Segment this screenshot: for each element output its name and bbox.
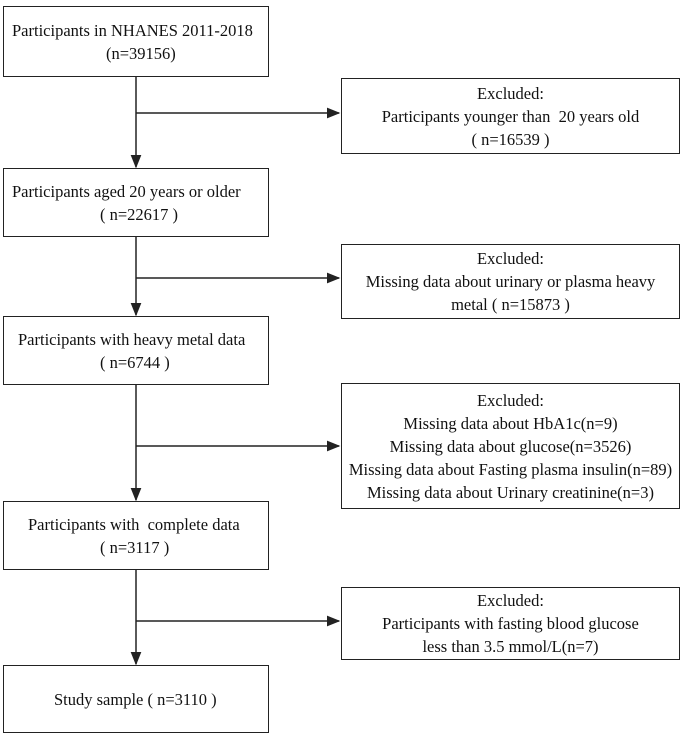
exclusion-4-line-3: less than 3.5 mmol/L(n=7) <box>422 637 599 656</box>
step-box-2 <box>3 168 269 237</box>
step-box-1 <box>3 6 269 77</box>
exclusion-box-4 <box>341 587 680 660</box>
exclusion-3-line-5: Missing data about Urinary creatinine(n=3) <box>367 482 654 502</box>
exclusion-3-line-4: Missing data about Fasting plasma insulin(n=89) <box>348 459 673 479</box>
step-2-line-1: Participants aged 20 years or older <box>12 181 241 201</box>
exclusion-4-line-2: Participants with fasting blood glucose <box>382 614 639 633</box>
step-box-5 <box>3 665 269 733</box>
step-4-line-1: Participants with complete data <box>28 514 240 534</box>
exclusion-3-line-1: Excluded: <box>477 390 544 410</box>
step-1-line-2: (n=39156) <box>106 43 176 63</box>
exclusion-1-line-3: ( n=16539 ) <box>471 129 550 149</box>
exclusion-box-1 <box>341 78 680 154</box>
exclusion-1-line-1: Excluded: <box>477 83 544 103</box>
exclusion-3-line-3: Missing data about glucose(n=3526) <box>389 436 632 456</box>
exclusion-3-line-2: Missing data about HbA1c(n=9) <box>403 413 618 433</box>
step-4-line-2: ( n=3117 ) <box>100 537 170 557</box>
step-box-3 <box>3 316 269 385</box>
exclusion-2-line-3: metal ( n=15873 ) <box>451 295 570 314</box>
exclusion-box-3 <box>341 383 680 509</box>
step-3-line-2: ( n=6744 ) <box>100 352 170 372</box>
step-2-line-2: ( n=22617 ) <box>100 204 179 224</box>
exclusion-1-line-2: Participants younger than 20 years old <box>381 106 640 126</box>
step-5-line-1: Study sample ( n=3110 ) <box>54 689 217 709</box>
step-1-line-1: Participants in NHANES 2011-2018 <box>12 20 253 40</box>
step-3-line-1: Participants with heavy metal data <box>18 329 246 349</box>
exclusion-box-2 <box>341 244 680 319</box>
exclusion-4-line-1: Excluded: <box>477 591 544 610</box>
exclusion-2-line-1: Excluded: <box>477 249 544 268</box>
step-box-4 <box>3 501 269 570</box>
exclusion-2-line-2: Missing data about urinary or plasma heavy <box>365 272 656 291</box>
